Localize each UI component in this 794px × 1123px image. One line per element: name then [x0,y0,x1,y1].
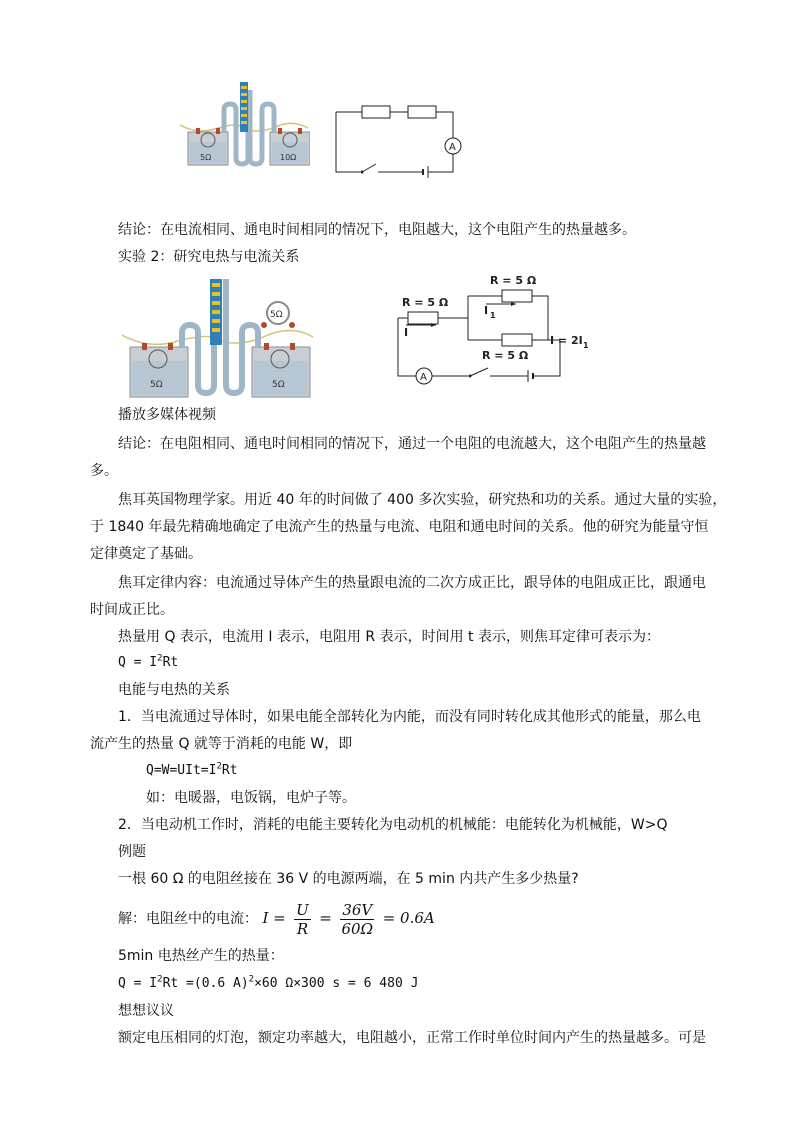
relation-title: 电能与电热的关系 [118,682,230,698]
joule-law-formula: $Q = I^2Rt$ [118,653,179,670]
example-problem: 一根 60 Ω 的电阻丝接在 36 V 的电源两端，在 5 min 内共产生多少热量? [118,871,579,887]
conclusion-2-line1: 结论：在电阻相同、通电时间相同的情况下，通过一个电阻的电流越大，这个电阻产生的热量越 [118,436,706,452]
fraction-u-over-r: $\frac{U}{R}$ [296,900,309,938]
item1-formula: $Q=W=UIt=I^2Rt$ [146,761,238,778]
example-title: 例题 [118,844,146,860]
circuit2-r-bottom: R = 5 Ω [482,349,529,362]
symbols-definition: 热量用 Q 表示，电流用 I 表示，电阻用 R 表示，时间用 t 表示，则焦耳定律可表示为： [118,629,660,645]
joule-bio-line1: 焦耳英国物理学家。用近 40 年的时间做了 400 多次实验，研究热和功的关系。通过大量的实验， [118,492,727,508]
circuit2-current-i: I [404,326,409,339]
joule-bio-line2: 于 1840 年最先精确地确定了电流产生的热量与电流、电阻和通电时间的关系。他的研究为能量守恒 [90,519,709,535]
item1-line2: 流产生的热量 Q 就等于消耗的电能 W，即 [90,736,353,752]
heat-title: 5min 电热丝产生的热量： [118,948,284,964]
item2: 2．当电动机工作时，消耗的电能主要转化为电动机的机械能：电能转化为机械能，W>Q [118,817,668,833]
circuit1-ammeter-label: A [449,142,456,153]
solution-lhs: I = [262,909,286,927]
experiment2-apparatus-figure [118,275,314,400]
circuit2-r-top: R = 5 Ω [490,274,537,287]
experiment2-circuit-figure [390,270,590,388]
discuss-line: 额定电压相同的灯泡，额定功率越大，电阻越小，正常工作时单位时间内产生的热量越多。可是 [118,1030,706,1046]
conclusion-1: 结论：在电流相同、通电时间相同的情况下，电阻越大，这个电阻产生的热量越多。 [118,222,636,238]
circuit2-current-total-sub: 1 [583,341,589,350]
solution-line [118,898,435,938]
fraction-values: $\frac{36V}{60\Omega}$ [341,900,374,938]
item1-example: 如：电暖器，电饭锅，电炉子等。 [146,790,356,806]
circuit2-current-total: I = 2I [550,334,583,347]
circuit2-ammeter-label: A [420,372,427,383]
discuss-title: 想想议议 [118,1003,174,1019]
solution-result: = 0.6A [382,909,435,927]
heat-calculation: $Q = I^2Rt =(0.6$ A)$^2$×60 Ω×300 s = 6 480 J [118,974,419,991]
circuit2-current-i1: I [484,304,489,317]
apparatus2-label-right: 5Ω [272,380,285,390]
apparatus1-label-left: 5Ω [200,153,212,162]
experiment1-apparatus-figure [178,80,310,170]
circuit2-current-i1-sub: 1 [490,311,496,320]
play-video-note: 播放多媒体视频 [118,407,216,423]
apparatus1-label-right: 10Ω [280,153,297,162]
item1-line1: 1．当电流通过导体时，如果电能全部转化为内能，而没有同时转化成其他形式的能量，那么电 [118,709,701,725]
solution-prefix: 解：电阻丝中的电流： [118,911,258,927]
joule-law-line1: 焦耳定律内容：电流通过导体产生的热量跟电流的二次方成正比，跟导体的电阻成正比，跟通电 [118,575,706,591]
circuit2-r-left: R = 5 Ω [402,296,449,309]
experiment1-circuit-figure [328,100,468,180]
apparatus2-label-top: 5Ω [270,310,283,320]
experiment-2-title: 实验 2：研究电热与电流关系 [118,249,300,265]
apparatus2-label-left: 5Ω [150,380,163,390]
solution-equals: = [319,909,332,927]
conclusion-2-line2: 多。 [90,463,118,479]
joule-law-line2: 时间成正比。 [90,602,174,618]
joule-bio-line3: 定律奠定了基础。 [90,546,202,562]
